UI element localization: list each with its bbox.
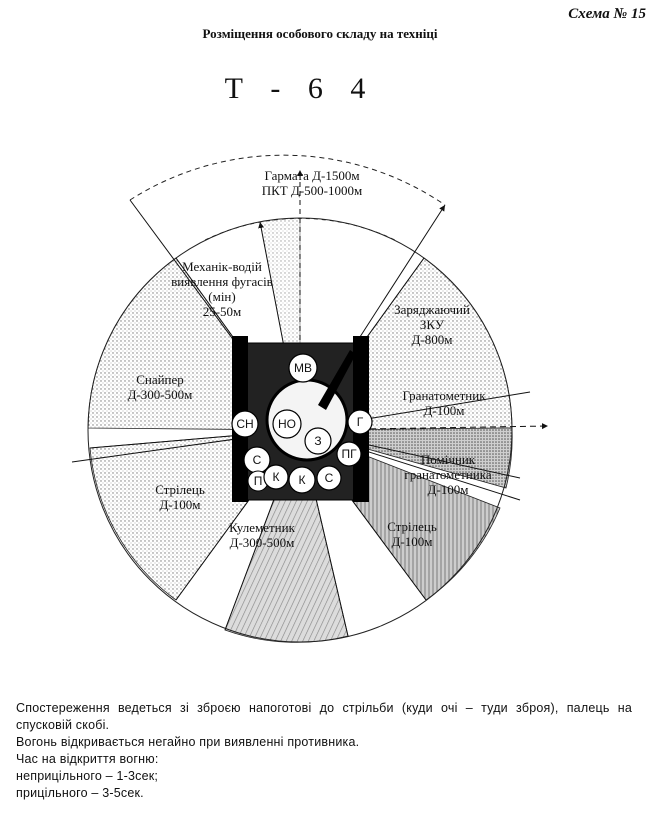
label-sniper-1: Снайпер — [136, 372, 184, 387]
note-time-heading: Час на відкриття вогню: — [16, 752, 159, 766]
label-rifleman-left-1: Стрілець — [155, 482, 205, 497]
label-driver-1: Механік-водій — [182, 259, 262, 274]
position-grenadier-assistant-label: ПГ — [341, 447, 357, 461]
position-sniper — [232, 411, 258, 437]
label-machinegunner-2: Д-300-500м — [229, 535, 295, 550]
page-title: Розміщення особового складу на техніці — [202, 26, 438, 41]
note-time-aimed: прицільного – 3-5сек. — [16, 786, 144, 800]
position-rifleman-left-label: С — [252, 453, 262, 467]
position-sniper-label: СН — [236, 417, 254, 431]
position-grenadier — [348, 410, 372, 434]
label-rifleman-right-2: Д-100м — [391, 534, 433, 549]
scheme-number: Схема № 15 — [568, 6, 646, 22]
position-grenadier-label: Г — [356, 415, 364, 429]
position-machinegunner-2-label: К — [298, 473, 306, 487]
position-driver-label: МВ — [294, 361, 312, 375]
note-observation: Спостереження ведеться зі зброєю напоготові до стрільби (куди очі – туди зброя), палець на спусковій скобі. — [16, 701, 632, 732]
label-rifleman-right-1: Стрілець — [387, 519, 437, 534]
position-loader — [305, 428, 331, 454]
note-time-unaimed: неприцільного – 1-3сек; — [16, 769, 159, 783]
position-commander-label: НО — [278, 417, 296, 431]
position-commander — [273, 410, 301, 438]
label-grenadier-assistant-1: Помічник — [420, 452, 476, 467]
label-driver-3: (мін) — [208, 289, 236, 304]
label-loader-3: Д-800м — [411, 332, 453, 347]
position-assistant-label: П — [253, 474, 263, 488]
position-grenadier-assistant — [337, 442, 361, 466]
position-machinegunner-2 — [289, 467, 315, 493]
position-driver — [289, 354, 317, 382]
label-grenadier-1: Гранатометник — [402, 388, 486, 403]
position-machinegunner-1-label: К — [272, 470, 280, 484]
label-loader-1: Заряджаючий — [394, 302, 470, 317]
label-sniper-2: Д-300-500м — [127, 387, 193, 402]
observation-notes — [16, 700, 632, 802]
label-main-gun-1: Гармата Д-1500м — [264, 168, 360, 183]
position-rifleman-left — [244, 447, 270, 473]
position-loader-label: З — [314, 434, 322, 448]
label-main-gun-2: ПКТ Д-500-1000м — [261, 183, 363, 198]
label-machinegunner-1: Кулеметник — [229, 520, 295, 535]
note-open-fire: Вогонь відкривається негайно при виявленні противника. — [16, 735, 360, 749]
label-driver-2: виявлення фугасів — [171, 274, 273, 289]
label-grenadier-2: Д-100м — [423, 403, 465, 418]
position-machinegunner-1 — [264, 465, 288, 489]
position-rifleman-right — [317, 466, 341, 490]
tank-model-title: Т - 6 4 — [224, 72, 376, 105]
label-grenadier-assistant-3: Д-100м — [427, 482, 469, 497]
label-loader-2: ЗКУ — [419, 317, 445, 332]
label-rifleman-left-2: Д-100м — [159, 497, 201, 512]
position-rifleman-right-label: С — [324, 471, 334, 485]
label-driver-4: 25-50м — [202, 304, 242, 319]
label-grenadier-assistant-2: гранатометника — [404, 467, 492, 482]
